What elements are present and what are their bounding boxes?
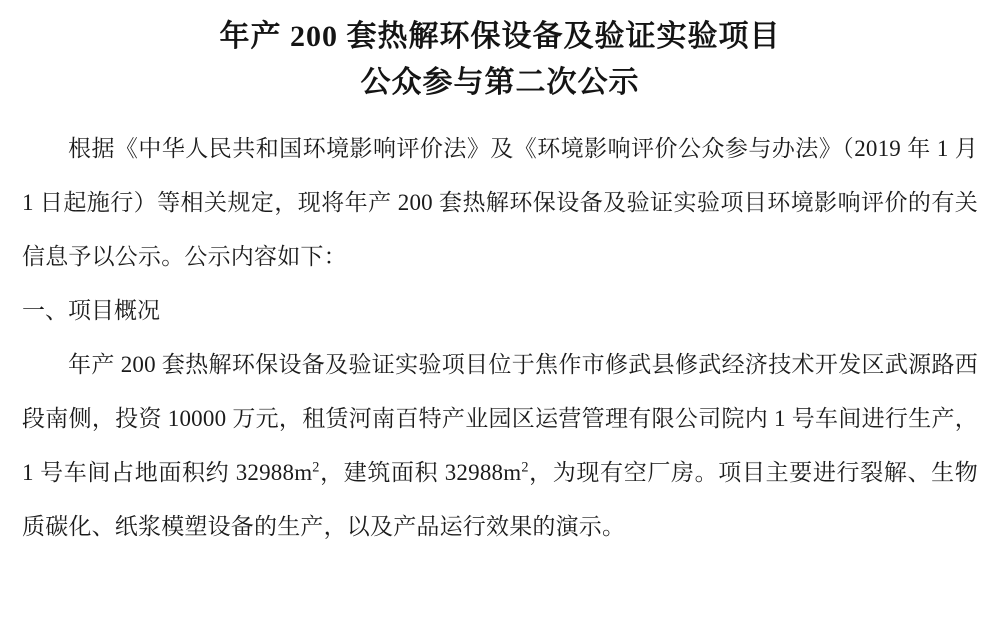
document-body [22, 122, 978, 554]
overview-text-part-1: 年产 200 套热解环保设备及验证实验项目位于焦作市修武县修武经济技术开发区武源路西段南侧，投资 10000 万元，租赁河南百特产业园区运营管理有限公司院内 1 号车间进行生产，1 号车间占地面积约 32988m [22, 352, 978, 485]
title-line-1: 年产 200 套热解环保设备及验证实验项目 [219, 20, 781, 53]
paragraph-project-overview [22, 338, 978, 554]
area-superscript-2: 2 [521, 459, 529, 476]
area-superscript-1: 2 [312, 459, 320, 476]
title-line-2: 公众参与第二次公示 [360, 66, 640, 99]
overview-text-part-2: ，建筑面积 32988m [319, 460, 522, 485]
document-title [22, 14, 978, 106]
overview-text-part-3: ，为现有空厂房。项目主要进行裂解、生物质碳化、纸浆模塑设备的生产，以及产品运行效果的演示。 [22, 460, 978, 539]
paragraph-intro: 根据《中华人民共和国环境影响评价法》及《环境影响评价公众参与办法》（2019 年 1 月 1 日起施行）等相关规定，现将年产 200 套热解环保设备及验证实验项目环境影响评价的有关信息予以公示。公示内容如下： [22, 136, 978, 269]
section-heading-project-overview: 一、项目概况 [22, 298, 160, 323]
